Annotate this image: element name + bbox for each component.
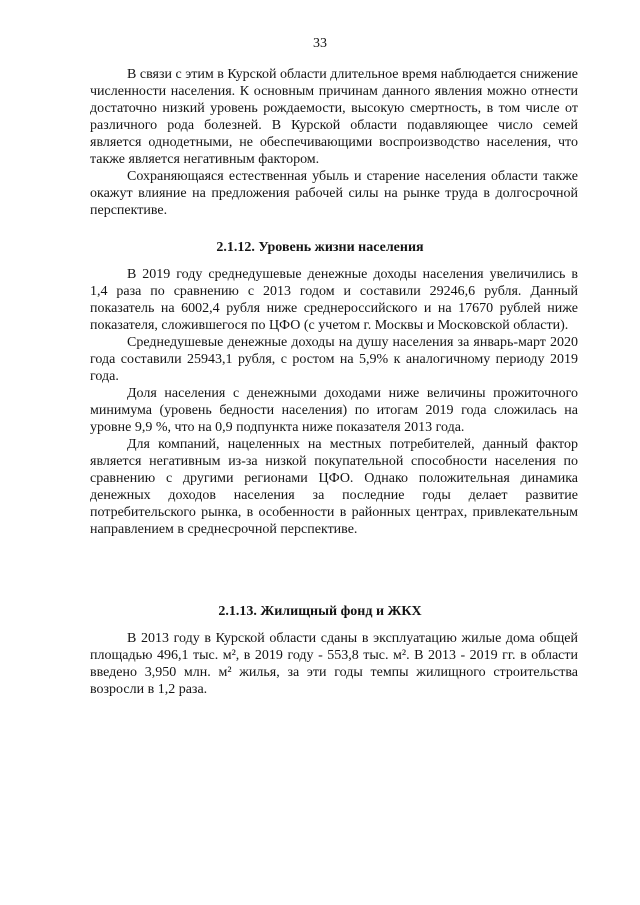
living-standard-paragraph-3: Доля населения с денежными доходами ниже величины прожиточного минимума (уровень бедности населения) по итогам 2019 года сложилась на уровне 9,9 %, что на 0,9 подпункта ниже показателя 2013 года. bbox=[90, 386, 578, 435]
section-heading-housing: 2.1.13. Жилищный фонд и ЖКХ bbox=[218, 604, 422, 619]
living-standard-section bbox=[90, 266, 578, 538]
page-number: 33 bbox=[313, 36, 327, 51]
intro-section bbox=[90, 66, 578, 219]
living-standard-paragraph-1: В 2019 году среднедушевые денежные доходы населения увеличились в 1,4 раза по сравнению с 2013 годом и составили 29246,6 рубля. Данный показатель на 6002,4 рубля ниже среднероссийского и на 17670 рублей ниже показателя, сложившегося по ЦФО (с учетом г. Москвы и Московской области). bbox=[90, 267, 578, 333]
living-standard-paragraph-2: Среднедушевые денежные доходы на душу населения за январь-март 2020 года составили 25943,1 рубля, с ростом на 5,9% к аналогичному периоду 2019 года. bbox=[90, 335, 578, 384]
housing-paragraph-1: В 2013 году в Курской области сданы в эксплуатацию жилые дома общей площадью 496,1 тыс. м², в 2019 году - 553,8 тыс. м². В 2013 - 2019 гг. в области введено 3,950 млн. м² жилья, за эти годы темпы жилищного строительства возросли в 1,2 раза. bbox=[90, 631, 578, 697]
intro-paragraph-2: Сохраняющаяся естественная убыль и старение населения области также окажут влияние на предложения рабочей силы на рынке труда в долгосрочной перспективе. bbox=[90, 169, 578, 218]
living-standard-paragraph-4: Для компаний, нацеленных на местных потребителей, данный фактор является негативным из-за низкой покупательной способности населения по сравнению с другими регионами ЦФО. Однако положительная динамика денежных доходов населения за последние годы делает развитие потребительского рынка, в особенности в районных центрах, привлекательным направлением в среднесрочной перспективе. bbox=[90, 437, 578, 537]
intro-paragraph-1: В связи с этим в Курской области длительное время наблюдается снижение численности населения. К основным причинам данного явления можно отнести достаточно низкий уровень рождаемости, высокую смертность, в том числе от различного рода болезней. В Курской области подавляющее число семей является однодетными, не обеспечивающими воспроизводство населения, что также является негативным фактором. bbox=[90, 67, 578, 167]
section-heading-living-standard: 2.1.12. Уровень жизни населения bbox=[216, 240, 424, 255]
housing-section bbox=[90, 630, 578, 698]
